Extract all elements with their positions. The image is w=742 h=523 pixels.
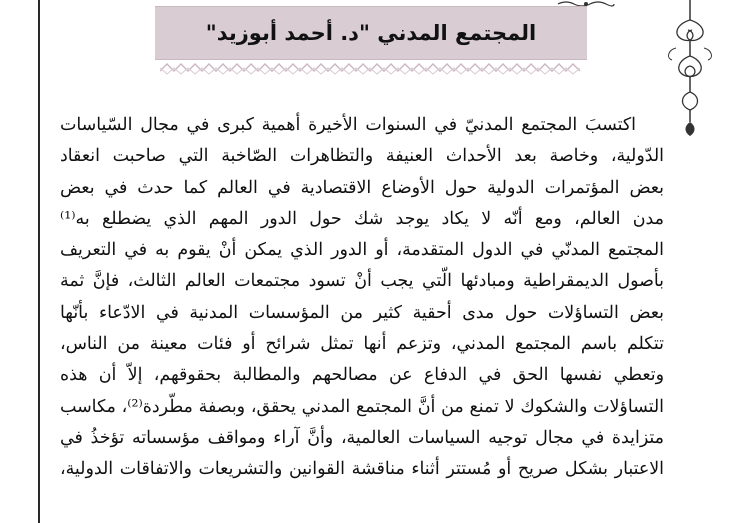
text-line: متزايدة في مجال توجيه السياسات العالمية، وأنَّ آراء ومواقف مؤسساته تؤخذُ في (60, 427, 664, 448)
text-line: بأصول الديمقراطية ومبادئها الّتي يجب أنْ تسود مجتمعات العالم الثالث، فإنَّ ثمة (60, 271, 664, 292)
text-line: بعض التساؤلات حول مدى أحقية كثير من المؤسسات المدنية في الادّعاء بأنّها (60, 302, 664, 323)
right-ornament-icon (662, 0, 718, 140)
text-line: الاعتبار بشكل صريح أو مُستتر أثناء مناقشة القوانين والتشريعات والاتفاقات الدولية، (60, 459, 664, 480)
text-line: بعض المؤتمرات الدولية حول الأوضاع الاقتصادية في العالم كما حدث في بعض (60, 177, 664, 198)
text-line: المجتمع المدنّي في الدول المتقدمة، أو الدور الذي يمكن أنْ يقوم به في التعريف (60, 240, 664, 261)
text-line: وتعطي نفسها الحق في الدفاع عن مصالحهم والمطالبة بحقوقهم، إلاّ أن هذه (60, 365, 664, 386)
text-line: الدّولية، وخاصة بعد الأحداث العنيفة والتظاهرات الصّاخبة التي صاحبت انعقاد (60, 146, 664, 167)
title-banner (155, 6, 587, 60)
left-border-rule (38, 0, 40, 523)
text-line: اكتسبَ المجتمع المدنيّ في السنوات الأخيرة أهمية كبرى في مجال السّياسات (60, 115, 636, 135)
text-line: مدن العالم، ومع أنّه لا يكاد يوجد شك حول الدور المهم الذي يضطلع به⁽¹⁾ (60, 208, 664, 229)
decorative-divider (160, 62, 582, 76)
article-body (60, 110, 664, 486)
page-title: المجتمع المدني "د. أحمد أبوزيد" (205, 21, 537, 45)
text-line: تتكلم باسم المجتمع المدني، وتزعم أنها تمثل شرائح أو فئات معينة من الناس، (60, 334, 664, 355)
text-line: التساؤلات والشكوك لا تمنع من أنَّ المجتمع المدني يحقق، وبصفة مطّردة⁽²⁾، مكاسب (60, 396, 664, 417)
